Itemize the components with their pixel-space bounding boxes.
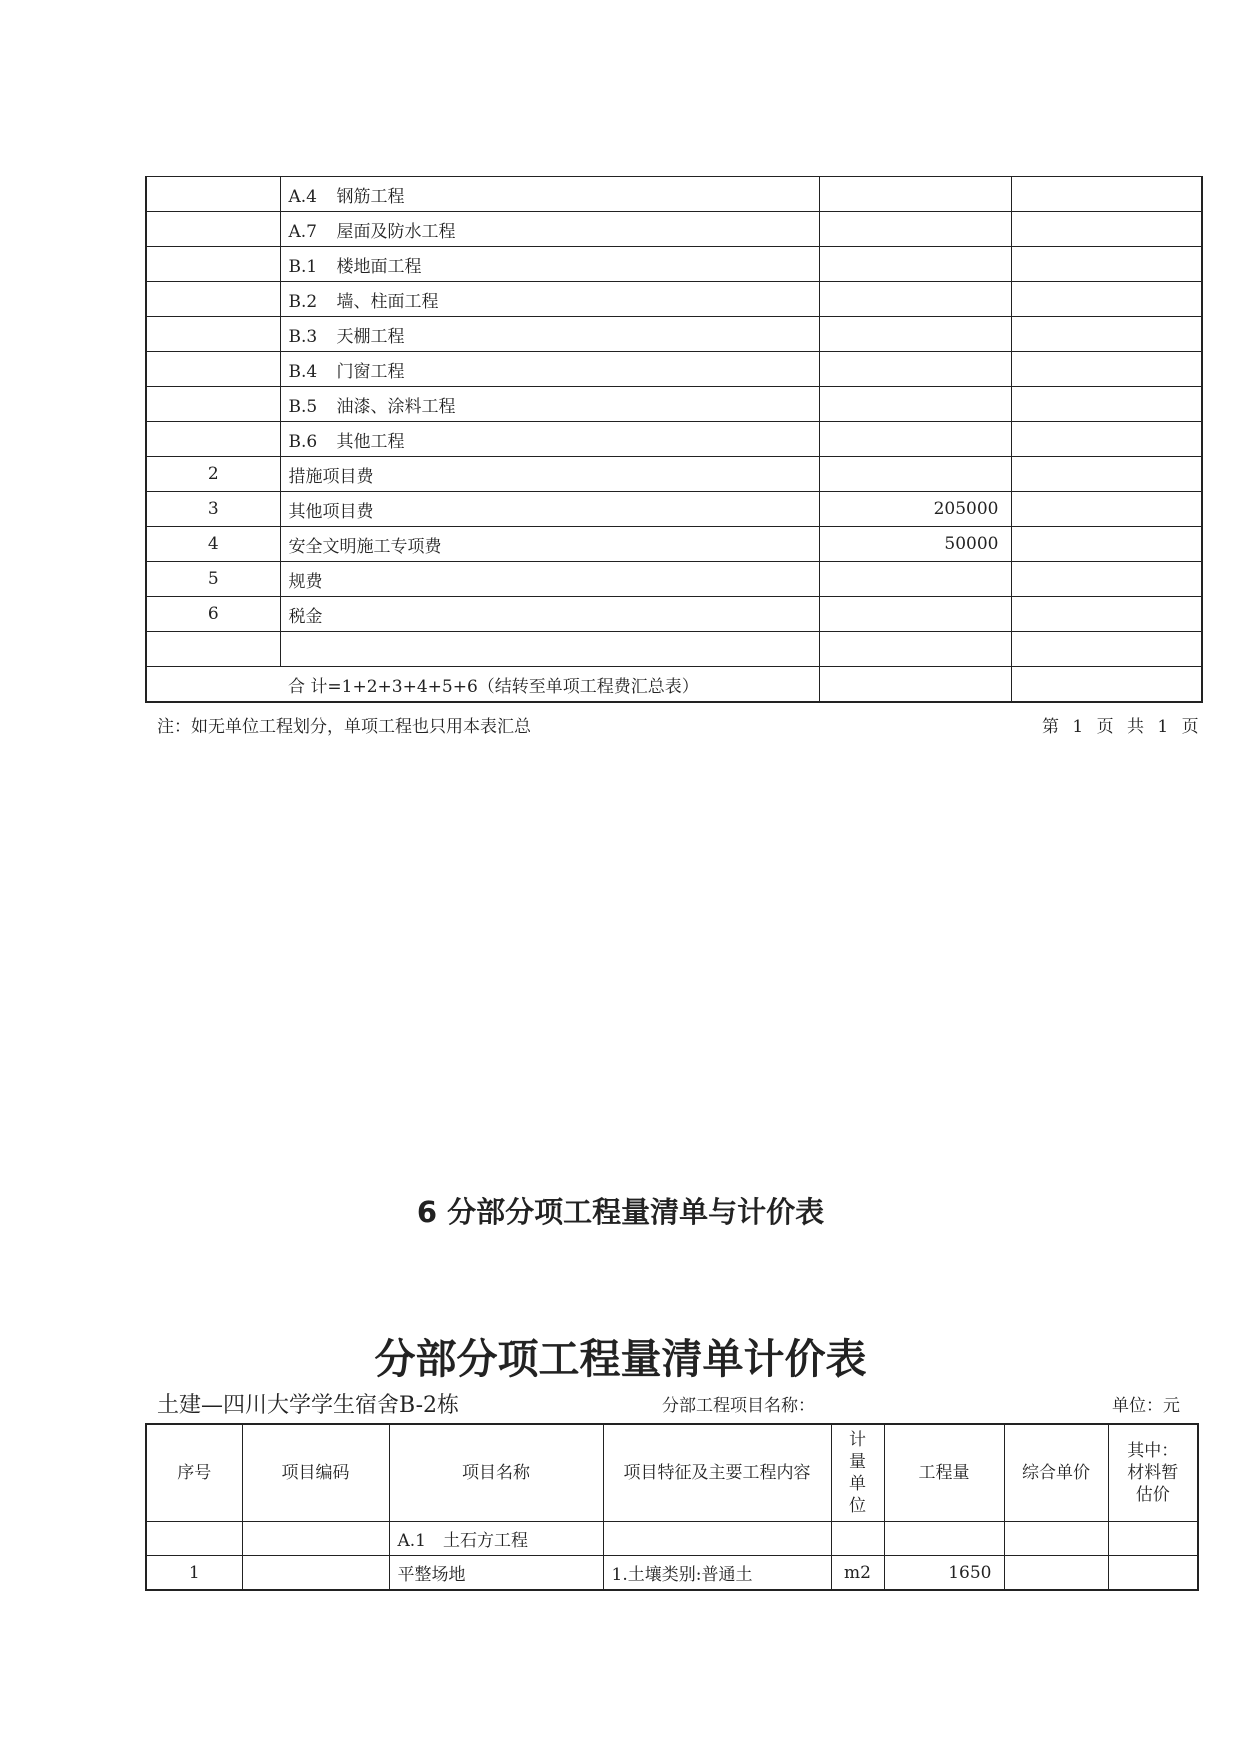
row-name xyxy=(280,212,819,247)
table-row xyxy=(146,492,1202,527)
row-amount xyxy=(819,422,1011,457)
row-amount xyxy=(819,597,1011,632)
header-unit: 计量单位 xyxy=(831,1424,884,1522)
row-seq xyxy=(146,212,280,247)
table-row xyxy=(146,352,1202,387)
row-label: 天棚工程 xyxy=(336,326,405,347)
row-amount xyxy=(819,387,1011,422)
row-extra xyxy=(1011,282,1202,317)
row-extra xyxy=(1011,422,1202,457)
row-seq: 4 xyxy=(146,527,280,562)
cell-unit-price xyxy=(1004,1522,1108,1556)
page-info: 第 1 页 共 1 页 xyxy=(1042,717,1199,737)
row-code: B.3 xyxy=(288,326,318,347)
row-amount: 205000 xyxy=(819,492,1011,527)
header-features: 项目特征及主要工程内容 xyxy=(603,1424,831,1522)
cell-seq: 1 xyxy=(146,1556,242,1591)
section-heading: 6 分部分项工程量清单与计价表 xyxy=(416,1195,825,1229)
row-name xyxy=(280,597,819,632)
total-cell xyxy=(1011,667,1202,703)
table-row xyxy=(146,1556,1198,1591)
cell-seq xyxy=(146,1522,242,1556)
row-amount xyxy=(819,247,1011,282)
row-code: A.7 xyxy=(288,221,317,242)
row-extra xyxy=(1011,352,1202,387)
header-unit-price: 综合单价 xyxy=(1004,1424,1108,1522)
header-name: 项目名称 xyxy=(389,1424,603,1522)
row-amount xyxy=(819,177,1011,212)
row-extra xyxy=(1011,527,1202,562)
row-code: A.4 xyxy=(288,186,317,207)
row-amount xyxy=(819,562,1011,597)
row-seq xyxy=(146,387,280,422)
row-seq xyxy=(146,422,280,457)
row-label: 其他工程 xyxy=(336,431,405,452)
row-name xyxy=(280,387,819,422)
row-name xyxy=(280,527,819,562)
cell-unit xyxy=(831,1522,884,1556)
row-code: B.5 xyxy=(288,396,318,417)
table-row xyxy=(146,457,1202,492)
cell-quantity xyxy=(884,1522,1004,1556)
header-material-price: 其中：材料暂估价 xyxy=(1108,1424,1198,1522)
row-amount xyxy=(819,212,1011,247)
row-name xyxy=(280,562,819,597)
cell-code xyxy=(242,1522,389,1556)
row-extra xyxy=(1011,492,1202,527)
row-seq xyxy=(146,352,280,387)
row-seq: 2 xyxy=(146,457,280,492)
row-name xyxy=(280,352,819,387)
row-label: 楼地面工程 xyxy=(336,256,422,277)
total-cell xyxy=(819,667,1011,703)
cell-name: A.1 土石方工程 xyxy=(389,1522,603,1556)
table-row xyxy=(146,282,1202,317)
summary-note: 注：如无单位工程划分，单项工程也只用本表汇总 xyxy=(157,717,531,737)
total-row xyxy=(146,667,1202,703)
row-label: 其他项目费 xyxy=(288,501,374,522)
row-seq: 5 xyxy=(146,562,280,597)
header-seq: 序号 xyxy=(146,1424,242,1522)
row-extra xyxy=(1011,317,1202,352)
row-label: 钢筋工程 xyxy=(336,186,405,207)
table-row xyxy=(146,562,1202,597)
cell-material-price xyxy=(1108,1522,1198,1556)
table-row xyxy=(146,1522,1198,1556)
row-code: B.6 xyxy=(288,431,318,452)
table-row xyxy=(146,317,1202,352)
table-row xyxy=(146,422,1202,457)
row-extra xyxy=(1011,632,1202,667)
row-extra xyxy=(1011,247,1202,282)
cell-features xyxy=(603,1522,831,1556)
boq-table-body xyxy=(146,1522,1198,1591)
row-name xyxy=(280,492,819,527)
form-title: 分部分项工程量清单计价表 xyxy=(374,1335,867,1383)
row-seq xyxy=(146,177,280,212)
summary-table-body xyxy=(146,177,1202,703)
row-seq xyxy=(146,317,280,352)
row-seq xyxy=(146,247,280,282)
cell-features: 1.土壤类别:普通土 xyxy=(603,1556,831,1591)
row-amount xyxy=(819,352,1011,387)
summary-table xyxy=(145,176,1203,703)
row-extra xyxy=(1011,457,1202,492)
row-seq xyxy=(146,282,280,317)
boq-header-row xyxy=(146,1424,1198,1522)
cell-unit: m2 xyxy=(831,1556,884,1591)
row-code: B.4 xyxy=(288,361,318,382)
table-row xyxy=(146,212,1202,247)
cell-material-price xyxy=(1108,1556,1198,1591)
header-code: 项目编码 xyxy=(242,1424,389,1522)
row-name xyxy=(280,247,819,282)
cell-code xyxy=(242,1556,389,1591)
row-seq: 6 xyxy=(146,597,280,632)
row-amount xyxy=(819,282,1011,317)
row-label: 门窗工程 xyxy=(336,361,405,382)
unit-label: 单位：元 xyxy=(1112,1396,1180,1416)
table-row xyxy=(146,177,1202,212)
row-label: 安全文明施工专项费 xyxy=(288,536,442,557)
row-amount xyxy=(819,457,1011,492)
row-amount xyxy=(819,317,1011,352)
subproject-label: 分部工程项目名称： xyxy=(662,1396,815,1416)
table-row xyxy=(146,632,1202,667)
row-name xyxy=(280,317,819,352)
row-name xyxy=(280,457,819,492)
row-extra xyxy=(1011,597,1202,632)
row-seq: 3 xyxy=(146,492,280,527)
cell-unit-price xyxy=(1004,1556,1108,1591)
row-code: B.1 xyxy=(288,256,318,277)
table-row xyxy=(146,597,1202,632)
row-label: 墙、柱面工程 xyxy=(336,291,439,312)
row-seq xyxy=(146,632,280,667)
row-label: 税金 xyxy=(288,606,323,627)
row-name xyxy=(280,177,819,212)
boq-table xyxy=(145,1423,1199,1591)
row-name xyxy=(280,422,819,457)
row-extra xyxy=(1011,562,1202,597)
total-label: 合 计=1+2+3+4+5+6（结转至单项工程费汇总表） xyxy=(146,667,819,703)
row-label: 油漆、涂料工程 xyxy=(336,396,456,417)
table-row xyxy=(146,387,1202,422)
row-name xyxy=(280,282,819,317)
project-name: 土建—四川大学学生宿舍B-2栋 xyxy=(157,1393,460,1418)
row-name xyxy=(280,632,819,667)
row-code: B.2 xyxy=(288,291,318,312)
row-extra xyxy=(1011,387,1202,422)
table-row xyxy=(146,247,1202,282)
row-label: 规费 xyxy=(288,571,323,592)
table-row xyxy=(146,527,1202,562)
row-amount xyxy=(819,632,1011,667)
row-amount: 50000 xyxy=(819,527,1011,562)
cell-name: 平整场地 xyxy=(389,1556,603,1591)
row-extra xyxy=(1011,177,1202,212)
header-quantity: 工程量 xyxy=(884,1424,1004,1522)
row-extra xyxy=(1011,212,1202,247)
row-label: 屋面及防水工程 xyxy=(336,221,456,242)
row-label: 措施项目费 xyxy=(288,466,374,487)
cell-quantity: 1650 xyxy=(884,1556,1004,1591)
